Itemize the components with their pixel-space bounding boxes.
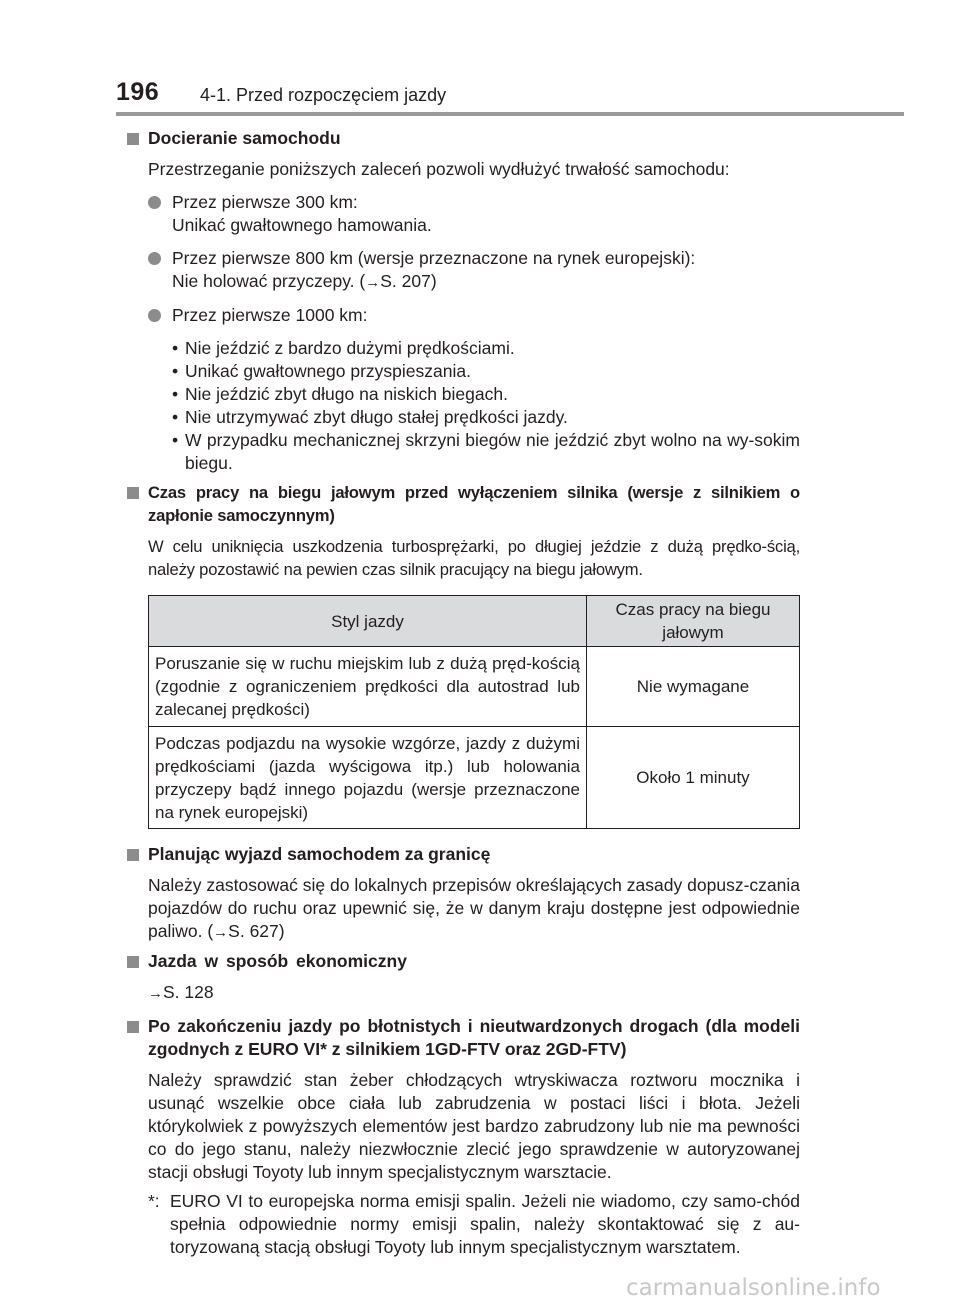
sub-list-item: • Nie jeździć z bardzo dużymi prędkościami. [172,338,515,358]
list-item [148,191,800,237]
table-header: Styl jazdy [149,596,587,647]
table-cell: Nie wymagane [587,647,800,727]
section-text [148,981,800,1005]
list-item [148,247,800,294]
section-text: Należy sprawdzić stan żeber chłodzących wtryskiwacza roztworu mocznika i usunąć wszelkie obce ciała lub zabrudzenia w postaci liści i błota. Jeżeli którykolwiek z powyższych elementów jest bardzo zabrudzony lub nie ma pewności co do jego stanu, należy niezwłocznie zlecić jego sprawdzenie w autoryzowanej stacji obsługi Toyoty lub innym specjalistycznym warsztacie. [148,1070,800,1182]
arrow-right-icon: → [365,274,381,291]
dot-bullet-icon: • [172,361,179,381]
square-bullet-icon [127,956,139,968]
arrow-right-icon: → [213,924,229,941]
dot-bullet-icon: • [172,430,179,450]
header-rule [116,112,904,116]
list-item [148,304,800,327]
table-header: Czas pracy na biegu jałowym [587,596,800,647]
sub-list-item: • Unikać gwałtownego przyspieszania. [172,361,471,381]
square-bullet-icon [127,849,139,861]
section-title: Planując wyjazd samochodem za granicę [148,844,491,864]
bullet-text: Nie holować przyczepy. (→S. 207) [172,271,437,291]
watermark: carmanualsonline.info [626,1275,881,1301]
circle-bullet-icon [148,252,161,265]
dot-bullet-icon: • [172,384,179,404]
arrow-right-icon: → [148,985,163,1002]
page-reference: S. 128 [163,982,214,1002]
square-bullet-icon [127,1021,139,1033]
section-text: W celu uniknięcia uszkodzenia turbosprężarki, po długiej jeździe z dużą prędko-ścią, należy pozostawić na pewien czas silnik pracujący na biegu jałowym. [148,537,800,579]
page-header [0,76,960,116]
sub-list-item: • Nie jeździć zbyt długo na niskich biegach. [172,384,508,404]
bullet-text: Przez pierwsze 300 km: [172,192,358,212]
table-row [149,647,800,727]
page-number: 196 [116,78,160,106]
section-title: Czas pracy na biegu jałowym przed wyłączeniem silnika (wersje z silnikiem o zapłonie samoczynnym) [148,483,800,525]
section-idle [127,481,800,829]
dot-bullet-icon: • [172,407,179,427]
page-content [127,127,800,1259]
table-cell: Około 1 minuty [587,727,800,829]
square-bullet-icon [127,133,139,145]
section-eco [127,950,800,1005]
page-reference: S. 207) [380,271,437,291]
bullet-text: Przez pierwsze 800 km (wersje przeznaczone na rynek europejski): [172,248,696,268]
chapter-title: 4-1. Przed rozpoczęciem jazdy [200,85,447,105]
section-title: Jazda w sposób ekonomiczny [148,951,407,971]
square-bullet-icon [127,487,139,499]
sub-list-item: • W przypadku mechanicznej skrzyni biegów nie jeździć zbyt wolno na wy-sokim biegu. [172,430,800,473]
circle-bullet-icon [148,196,161,209]
section-abroad [127,843,800,944]
section-intro: Przestrzeganie poniższych zaleceń pozwoli wydłużyć trwałość samochodu: [148,159,730,179]
table-header-row [149,596,800,647]
table-row [149,727,800,829]
sub-list [148,337,800,475]
circle-bullet-icon [148,309,161,322]
idle-time-table [148,595,800,829]
footnote: *: EURO VI to europejska norma emisji spalin. Jeżeli nie wiadomo, czy samo-chód spełnia odpowiednie normy emisji spalin, należy skontaktować się z au-toryzowaną stacją obsługi Toyoty lub innym specjalistycznym warsztatem. [148,1191,800,1257]
footnote-mark: *: [148,1191,160,1211]
section-title: Docieranie samochodu [148,128,341,148]
section-text: Należy zastosować się do lokalnych przepisów określających zasady dopusz-czania pojazdów do ruchu oraz upewnić się, że w danym kraju dostępne jest odpowiednie paliwo. (→S. 627) [148,875,800,941]
sub-list-item: • Nie utrzymywać zbyt długo stałej prędkości jazdy. [172,407,568,427]
bullet-text: Unikać gwałtownego hamowania. [172,215,432,235]
section-break-in [127,127,800,475]
table-cell: Podczas podjazdu na wysokie wzgórze, jazdy z dużymi prędkościami (jazda wyścigowa itp.) lub holowania przyczepy bądź innego pojazdu (wersje przeznaczone na rynek europejski) [149,727,587,829]
section-offroad [127,1015,800,1259]
section-title: Po zakończeniu jazdy po błotnistych i nieutwardzonych drogach (dla modeli zgodnych z EURO VI* z silnikiem 1GD-FTV oraz 2GD-FTV) [148,1016,800,1059]
bullet-text: Przez pierwsze 1000 km: [172,305,368,325]
table-cell: Poruszanie się w ruchu miejskim lub z dużą pręd-kością (zgodnie z ograniczeniem prędkości dla autostrad lub zalecanej prędkości) [149,647,587,727]
page-reference: S. 627) [228,921,285,941]
dot-bullet-icon: • [172,338,179,358]
